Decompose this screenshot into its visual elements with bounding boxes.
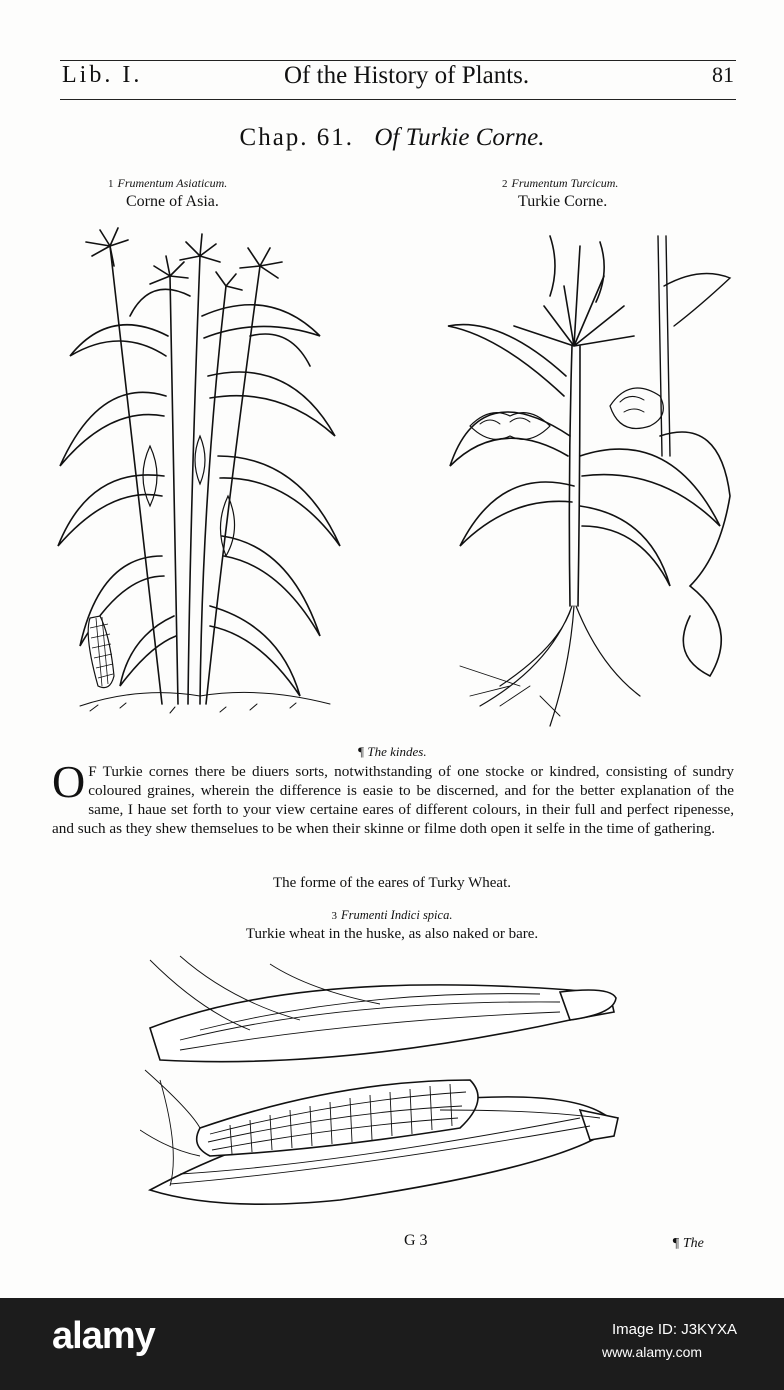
figure-3-english: Turkie wheat in the huske, as also naked or bare.: [245, 926, 539, 942]
watermark-image-id: Image ID: J3KYXA: [612, 1321, 738, 1338]
chapter-title: Of Turkie Corne.: [374, 124, 545, 151]
chapter-heading: [0, 124, 784, 152]
header-rule-bottom: [60, 99, 736, 100]
figure-2-english: Turkie Corne.: [518, 193, 608, 210]
catchword: ¶ The: [672, 1236, 704, 1251]
signature-mark: G 3: [404, 1232, 428, 1249]
figure-2-latin: Frumentum Turcicum.: [511, 176, 619, 190]
figure-2-number: 2: [502, 178, 508, 190]
kindes-paragraph-text: F Turkie cornes there be diuers sorts, notwithstanding of one stocke or kindred, consisting of sundry coloured graines, wherein the difference is easie to be discerned, and for the better explanation of the same, I haue set forth to your view certaine eares of different colours, in their full and perfect ripenesse, and such as they shew themselues to be when their skinne or filme doth open it selfe in the time of gathering.: [52, 763, 734, 837]
figure-3-caption: [0, 906, 784, 943]
figure-1-english: Corne of Asia.: [126, 193, 219, 210]
figure-2-caption: [502, 174, 618, 211]
watermark-url: www.alamy.com: [602, 1344, 703, 1360]
turkie-corne-illustration: [440, 226, 740, 732]
running-header-lib: Lib. I.: [62, 62, 143, 88]
page-number: 81: [712, 62, 734, 87]
figure-3-latin: Frumenti Indici spica.: [341, 908, 453, 922]
figure-1-latin: Frumentum Asiaticum.: [117, 176, 228, 190]
running-header: [62, 58, 734, 98]
ears-caption: The forme of the eares of Turky Wheat.: [273, 875, 511, 891]
section-heading-kindes: ¶ The kindes.: [357, 744, 427, 759]
running-header-title: Of the History of Plants.: [284, 62, 530, 89]
kindes-paragraph: [52, 756, 734, 838]
corn-of-asia-illustration: [50, 216, 350, 728]
figure-1-caption: [108, 174, 227, 211]
drop-cap: O: [52, 756, 86, 807]
corn-ears-illustration: [140, 950, 630, 1220]
chapter-number: Chap. 61.: [239, 124, 355, 151]
figure-1-number: 1: [108, 178, 114, 190]
watermark-brand: alamy: [52, 1315, 155, 1357]
figure-3-number: 3: [331, 910, 338, 922]
